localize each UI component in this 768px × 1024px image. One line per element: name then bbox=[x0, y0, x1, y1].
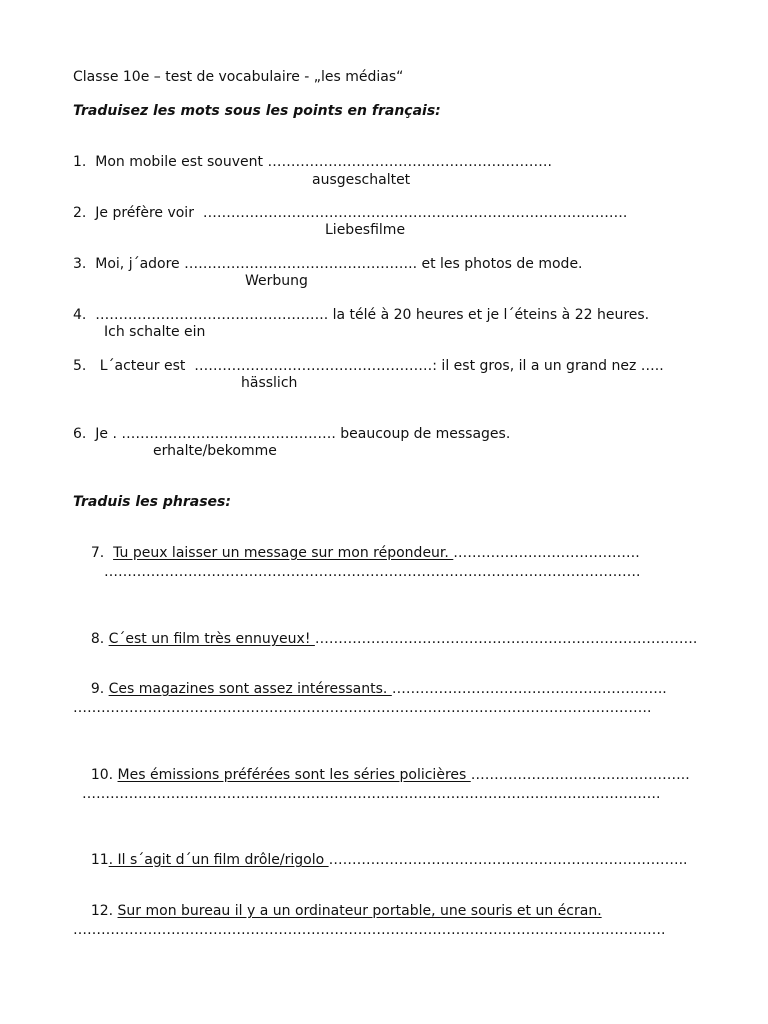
item-9-number: 9. bbox=[90, 681, 109, 697]
item-8-answer-dots: ………………………………………………………………………. bbox=[314, 631, 698, 647]
section2-instruction: Traduis les phrases: bbox=[73, 494, 231, 510]
item-8-number: 8. bbox=[90, 631, 109, 647]
item-4-line: 4. ………………………………………….. la télé à 20 heures et je l´éteins à 22 heures. bbox=[73, 307, 650, 323]
item-7-answer-dots: …………………………………. bbox=[453, 545, 640, 561]
item-11-answer-dots: ………………………………………………………………….. bbox=[328, 852, 688, 868]
item-9-sentence: Ces magazines sont assez intéressants. bbox=[108, 681, 392, 697]
item-7-sentence: Tu peux laisser un message sur mon répondeur. bbox=[113, 545, 454, 561]
item-10-number: 10. bbox=[90, 767, 118, 783]
worksheet-header: Classe 10e – test de vocabulaire - „les médias“ bbox=[73, 69, 404, 85]
item-3-hint: Werbung bbox=[245, 273, 308, 289]
item-1-line: 1. Mon mobile est souvent ……………………………………………………. bbox=[73, 154, 552, 170]
item-3-line: 3. Moi, j´adore ………………………………………….. et les photos de mode. bbox=[73, 256, 583, 272]
item-8-line bbox=[73, 614, 697, 665]
item-4-hint: Ich schalte ein bbox=[104, 324, 206, 340]
item-2-hint: Liebesfilme bbox=[325, 222, 406, 238]
item-8-sentence: C´est un film très ennuyeux! bbox=[108, 631, 315, 647]
item-5-hint: hässlich bbox=[241, 375, 298, 391]
item-12-number: 12. bbox=[90, 903, 118, 919]
item-10-sentence: Mes émissions préférées sont les séries policières bbox=[117, 767, 471, 783]
section1-instruction: Traduisez les mots sous les points en français: bbox=[73, 103, 441, 119]
item-7-answer-line: ……………………………………………………………………………………………………. bbox=[104, 564, 641, 580]
item-12-sentence: Sur mon bureau il y a un ordinateur portable, une souris et un écran. bbox=[117, 903, 602, 919]
item-2-line: 2. Je préfère voir ………………………………………………………………………………. bbox=[73, 205, 628, 221]
item-12-answer-line: ………………………………………………………………………………………………………………. bbox=[73, 922, 666, 938]
item-11-number: 11 bbox=[90, 852, 109, 868]
item-1-hint: ausgeschaltet bbox=[312, 172, 411, 188]
item-6-hint: erhalte/bekomme bbox=[153, 443, 277, 459]
item-11-sentence: . Il s´agit d´un film drôle/rigolo bbox=[108, 852, 329, 868]
item-10-answer-dots: ……………………………………….. bbox=[470, 767, 690, 783]
item-9-answer-dots: ………………………………………………….. bbox=[391, 681, 667, 697]
item-11-line bbox=[73, 835, 688, 886]
item-7-number: 7. bbox=[90, 545, 114, 561]
item-5-line: 5. L´acteur est ……………………………………………: il est gros, il a un grand nez ….. bbox=[73, 358, 664, 374]
item-9-answer-line: ……………………………………………………………………………………………………………. bbox=[73, 700, 652, 716]
item-6-line: 6. Je . ………………………………………. beaucoup de messages. bbox=[73, 426, 511, 442]
item-10-answer-line: ……………………………………………………………………………………………………………. bbox=[82, 786, 661, 802]
